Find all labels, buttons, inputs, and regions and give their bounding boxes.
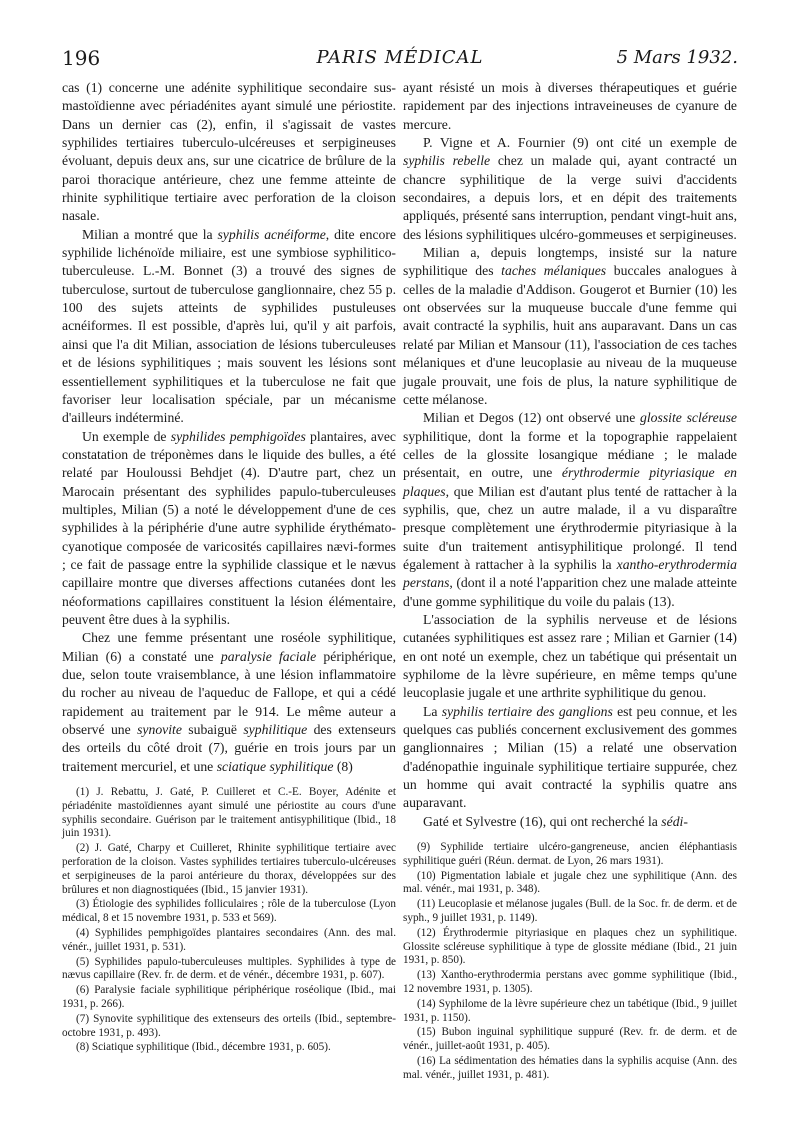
page-number: 196 (62, 46, 101, 70)
paragraph: ayant résisté un mois à diverses thérapeutiques et guérie rapidement par des injections intraveineuses de cyanure de mercure. (403, 80, 737, 132)
footnote: (14) Syphilome de la lèvre supérieure chez un tabétique (Ibid., 9 juillet 1931, p. 1150). (403, 997, 737, 1024)
paragraph: Milian et Degos (12) ont observé une glossite scléreuse syphilitique, dont la forme et la topographie rappelaient celles de la glossite losangique médiane ; le malade présentait, en outre, une érythrodermie pityriasique en plaques, que Milian est d'autant plus tenté de rattacher à la syphilis, que, chez un autre malade, il a vu disparaître presque complètement une érythrodermie pityriasique à la suite d'un traitement antisyphilitique prolongé. Il tend également à rattacher à la syphilis la xantho-erythrodermia perstans, (dont il a noté l'apparition chez une malade atteinte d'une gomme syphilitique du voile du palais (13). (403, 410, 738, 609)
footnote: (8) Sciatique syphilitique (Ibid., décembre 1931, p. 605). (76, 1041, 331, 1054)
footnote: (16) La sédimentation des hématies dans la syphilis acquise (Ann. des mal. vénér., juillet 1931, p. 481). (403, 1055, 737, 1081)
footnote: (15) Bubon inguinal syphilitique suppuré (Rev. fr. de derm. et de vénér., juillet-août 1931, p. 405). (403, 1026, 737, 1053)
footnote: (9) Syphilide tertiaire ulcéro-gangreneuse, ancien éléphantiasis syphilitique guéri (Réun. dermat. de Lyon, 26 mars 1931). (403, 841, 737, 867)
page-header (62, 46, 738, 74)
footnote: (6) Paralysie faciale syphilitique périphérique roséolique (Ibid., mai 1931, p. 266). (62, 984, 396, 1011)
issue-date: 5 Mars 1932. (616, 47, 738, 68)
footnote: (1) J. Rebattu, J. Gaté, P. Cuilleret et C.-E. Boyer, Adénite et périadénite mastoïdiennes ayant simulé une périostite au cours d'une syphilis secondaire. Guérison par le traitement antisyphilitique (Ibid., 18 juin 1931). (62, 786, 396, 840)
footnote: (13) Xantho-erythrodermia perstans avec gomme syphilitique (Ibid., 12 novembre 1931, p. 1305). (403, 969, 737, 996)
paragraph: P. Vigne et A. Fournier (9) ont cité un exemple de syphilis rebelle chez un malade qui, ayant contracté un chancre syphilitique de la verge suivi d'accidents secondaires, a depuis lors, et en dépit des traitements appliqués, présenté sans interruption, pendant vingt-huit ans, des lésions syphilitiques ulcéro-gommeuses et serpigineuses. (403, 135, 737, 242)
left-column (62, 79, 396, 1056)
paragraph: Gaté et Sylvestre (16), qui ont recherché la sédi- (423, 813, 688, 829)
paragraph: L'association de la syphilis nerveuse et de lésions cutanées syphilitiques est assez rare ; Milian et Garnier (14) en ont noté un exemple, chez un tabétique qui présentait un syphilome de la lèvre supérieure, en même temps qu'une leucoplasie jugale et une arthrite syphilitique du genou. (403, 611, 737, 701)
paragraph: cas (1) concerne une adénite syphilitique secondaire sus-mastoïdienne avec périadénites ayant simulé une périostite. Dans un dernier cas (2), enfin, il s'agissait de vastes syphilides tertiaires tuberculo-ulcéreuses et serpigineuses évoluant, depuis deux ans, sur une cicatrice de brûlure de la paroi thoracique antérieure, chez une femme atteinte de rhinite syphilitique tertiaire avec perforation de la cloison nasale. (62, 80, 396, 224)
paragraph: Milian a montré que la syphilis acnéiforme, dite encore syphilide lichénoïde miliaire, est une symbiose syphilitico-tuberculeuse. L.-M. Bonnet (3) a trouvé des signes de tuberculose, surtout de tuberculose ganglionnaire, chez 55 p. 100 des sujets atteints de syphilides pustuleuses acnéiformes. Il est possible, d'après lui, qu'il y ait parfois, ainsi que l'a dit Milian, association de lésions tuberculeuses et de lésions syphilitiques ; mais souvent les lésions sont essentiellement syphilitiques et la tuberculose ne fait que favoriser leur localisation spéciale, par un mécanisme d'ailleurs indéterminé. (62, 226, 396, 426)
footnote: (2) J. Gaté, Charpy et Cuilleret, Rhinite syphilitique tertiaire avec perforation de la cloison. Vastes syphilides tertiaires tuberculo-ulcéreuses et serpigineuses de la paroi antérieure du thorax, développées sur des brûlures et non diagnostiquées (Ibid., 15 janvier 1931). (62, 842, 396, 896)
footnote: (7) Synovite syphilitique des extenseurs des orteils (Ibid., septembre-octobre 1931, p. 493). (62, 1012, 396, 1039)
paragraph: Chez une femme présentant une roséole syphilitique, Milian (6) a constaté une paralysie faciale périphérique, due, selon toute vraisemblance, à une lésion inflammatoire du rocher au niveau de l'aqueduc de Fallope, et qui a cédé rapidement au traitement par le 914. Le même auteur a observé une synovite subaiguë syphilitique des extenseurs des orteils du côté droit (7), guérie en trois jours par un traitement mercuriel, et une sciatique syphilitique (8) (62, 630, 396, 774)
paragraph: Un exemple de syphilides pemphigoïdes plantaires, avec constatation de tréponèmes dans le liquide des bulles, a été relaté par Houloussi Behdjet (4). D'autre part, chez un Marocain présentant des syphilides papulo-tuberculeuses multiples, Milian (5) a noté le développement d'une de ces syphilides à la périphérie d'une autre syphilide érythémato-cyanotique composée de varicosités capillaires nævi-formes ; ce fait de passage entre la syphilide classique et le nævus capillaire montre que diverses affections cutanées dont les néoformations capillaires constituent la lésion élémentaire, peuvent être dues à la syphilis. (62, 428, 396, 627)
right-column (403, 79, 737, 1084)
footnote: (5) Syphilides papulo-tuberculeuses multiples. Syphilides à type de nævus capillaire (Rev. fr. de derm. et de vénér., décembre 1931, p. 607). (62, 955, 396, 982)
journal-title: PARIS MÉDICAL (316, 47, 484, 68)
footnotes (403, 841, 737, 1083)
footnote: (4) Syphilides pemphigoïdes plantaires secondaires (Ann. des mal. vénér., juillet 1931, p. 531). (62, 927, 396, 953)
footnotes (62, 786, 396, 1055)
footnote: (3) Étiologie des syphilides folliculaires ; rôle de la tuberculose (Lyon médical, 8 et 15 novembre 1931, p. 533 et 569). (62, 898, 396, 925)
footnote: (12) Érythrodermie pityriasique en plaques chez un syphilitique. Glossite scléreuse syphilitique à type de glossite médiane (Ibid., 21 juin 1931, p. 850). (403, 926, 737, 967)
paragraph: La syphilis tertiaire des ganglions est peu connue, et les quelques cas publiés concernent exclusivement des gommes ganglionnaires ; Milian (15) a relaté une observation d'adénopathie inguinale syphilitique tertiaire suppurée, chez un homme qui avait contracté la syphilis quatre ans auparavant. (403, 703, 738, 811)
paragraph: Milian a, depuis longtemps, insisté sur la nature syphilitique des taches mélaniques buccales analogues à celles de la maladie d'Addison. Gougerot et Burnier (10) les ont observées sur la muqueuse buccale d'une femme qui avait contracté la syphilis, huit ans auparavant. Dans un cas relaté par Milian et Mansour (11), l'association de ces taches mélaniques et d'une leucoplasie au niveau de la muqueuse jugale prouvait, une fois de plus, la nature syphilitique de cette mélanose. (403, 245, 737, 407)
footnote: (11) Leucoplasie et mélanose jugales (Bull. de la Soc. fr. de derm. et de syph., 9 juillet 1931, p. 1149). (403, 898, 737, 925)
footnote: (10) Pigmentation labiale et jugale chez une syphilitique (Ann. des mal. vénér., mai 1931, p. 348). (403, 869, 737, 896)
